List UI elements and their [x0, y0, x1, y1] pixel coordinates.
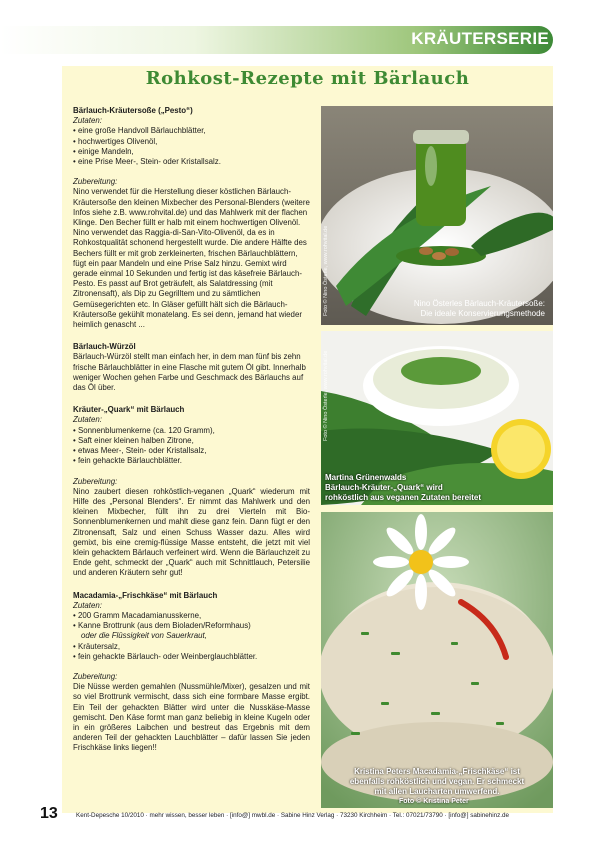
photo-credit: Foto © Nino Österle, www.rohvital.de — [323, 350, 329, 441]
series-label: KRÄUTERSERIE — [411, 29, 549, 48]
ingredient-item: • fein gehackte Bärlauch- oder Weinberglauchblätter. — [73, 651, 258, 661]
recipe-text-column — [73, 106, 310, 754]
recipe-heading: Bärlauch-Würzöl — [73, 342, 136, 352]
preparation-label: Zubereitung: — [73, 671, 118, 681]
ingredients-label: Zutaten: — [73, 600, 102, 610]
ingredient-item: • 200 Gramm Macadamianusskerne, — [73, 610, 202, 620]
photo-credit: Foto © Nino Österle, www.rohvital.de — [323, 225, 329, 316]
recipe-body: Nino verwendet für die Herstellung dieser köstlichen Bärlauch-Kräutersoße den kleinen Mixbecher des Personal-Blenders (weitere Infos siehe z.B. www.rohvital.de) und das Mahlwerk mit der flachen Klinge. Den Becher füllt er halb mit einem hochwertigen Olivenöl. Nino verwendet das Raggia-di-San-Vito-Olivenöl, da es in Rohkostqualität schonend hergestellt wurde. Die andere Hälfte des Bechers füllt er mit grob zerkleinerten, frischen Bärlauchblättern, fügt ein paar Mandeln und eine Prise Salz hinzu. Gemixt wird gerade einmal 10 Sekunden und fertig ist das käsefreie Bärlauch-Pesto. Es passt auf Brot geträufelt, als Salatdressing (mit Zitronensaft), als Dip zu Gegrilltem und zu sämtlichen Gemüsegerichten etc. In Gläser gefüllt hält sich die Bärlauch-Kräutersoße gekühlt monatelang. Es sei denn, jemand hat wieder heimlich genascht ... — [73, 187, 310, 330]
recipe-heading: Macadamia-„Frischkäse“ mit Bärlauch — [73, 590, 218, 600]
quark-photo — [321, 331, 553, 505]
caption-line: Nino Österles Bärlauch-Kräutersoße: — [413, 299, 545, 308]
preparation-label: Zubereitung: — [73, 177, 118, 187]
frischkaese-photo — [321, 512, 553, 808]
recipe-body: Bärlauch-Würzöl stellt man einfach her, in dem man fünf bis zehn frische Bärlauchblätter in eine Flasche mit gutem Öl gibt. Innerhalb weniger Wochen gehen Farbe und Geschmack des Bärlauchs auf das Öl über. — [73, 352, 306, 393]
photo-credit: Foto © Kristina Peter — [399, 798, 469, 805]
caption-line: rohköstlich aus veganen Zutaten bereitet — [325, 493, 482, 502]
caption-line: Bärlauch-Kräuter-„Quark“ wird — [325, 483, 443, 492]
recipe-body: Die Nüsse werden gemahlen (Nussmühle/Mixer), gesalzen und mit so viel Brottrunk vermischt, dass sich eine formbare Masse ergibt. Ein Teil der gehackten Blätter wird unter die Nusskäse-Masse gemischt. Den Käse formt man ganz beliebig in kleine Kugeln oder in ein größeres Laibchen und bestreut das Ergebnis mit dem anderen Teil der gehackten Lauchblätter – dafür lassen Sie jeden Frischkäse links liegen!! — [73, 682, 310, 753]
caption-line: Die ideale Konservierungsmethode — [420, 309, 545, 318]
page-footer — [40, 805, 560, 829]
caption-line: Martina Grünenwalds — [325, 473, 407, 482]
recipe-body: Nino zaubert diesen rohköstlich-veganen „Quark“ wiederum mit Hilfe des „Personal Blenders“. Er nimmt das Mahlwerk und den kleinen Mixbecher, füllt ihn zu drei Vierteln mit Bio-Sonnenblumenkernen und mahlt diese ganz fein. Dann fügt er den Zitronensaft, Salz und einen Schuss Wasser dazu. Alles wird gemixt, bis eine cremig-flüssige Masse entsteht, die jetzt mit viel klein gehacktem Bärlauch verfeinert wird. Wenn die Bärlauchzeit zu Ende geht, schmeckt der „Quark“ auch mit Schnittlauch, Petersilie und anderen Kräutern sehr gut! — [73, 486, 310, 578]
ingredient-item: • hochwertiges Olivenöl, — [73, 136, 158, 146]
ingredient-item: • etwas Meer-, Stein- oder Kristallsalz, — [73, 446, 207, 456]
ingredients-label: Zutaten: — [73, 415, 102, 425]
photo-caption — [325, 473, 481, 503]
recipe-heading: Bärlauch-Kräutersoße („Pesto“) — [73, 106, 193, 115]
ingredient-item: • eine Prise Meer-, Stein- oder Kristallsalz. — [73, 157, 221, 167]
caption-line: ebenfalls rohköstlich und vegan. Er schmeckt — [349, 777, 525, 786]
pesto-photo — [321, 106, 553, 325]
photo-caption — [414, 299, 545, 319]
ingredient-item: • Sonnenblumenkerne (ca. 120 Gramm), — [73, 425, 215, 435]
photo-caption — [321, 767, 553, 797]
ingredient-item: • Kanne Brottrunk (aus dem Bioladen/Reformhaus) — [73, 621, 251, 631]
preparation-label: Zubereitung: — [73, 476, 118, 486]
ingredient-item: • fein gehackte Bärlauchblätter. — [73, 456, 182, 466]
caption-line: Kristina Peters Macadamia-„Frischkäse“ ist — [354, 767, 520, 776]
ingredient-item: • Saft einer kleinen halben Zitrone, — [73, 435, 194, 445]
page-number: 13 — [40, 805, 58, 822]
recipe-heading: Kräuter-„Quark“ mit Bärlauch — [73, 405, 185, 415]
caption-line: mit allen Laucharten umwerfend. — [374, 787, 500, 796]
footer-text: Kent-Depesche 10/2010 · mehr wissen, besser leben · [info@] mwbl.de · Sabine Hinz Verlag · 73230 Kirchheim · Tel.: 07021/73790 · [info@] sabinehinz.de — [76, 812, 510, 819]
ingredient-item: • einige Mandeln, — [73, 146, 134, 156]
article-title: Rohkost-Rezepte mit Bärlauch — [145, 68, 470, 89]
ingredient-item: • Kräutersalz, — [73, 641, 121, 651]
ingredient-item: oder die Flüssigkeit von Sauerkraut, — [81, 631, 207, 641]
ingredient-item: • eine große Handvoll Bärlauchblätter, — [73, 126, 206, 136]
ingredients-label: Zutaten: — [73, 116, 102, 126]
